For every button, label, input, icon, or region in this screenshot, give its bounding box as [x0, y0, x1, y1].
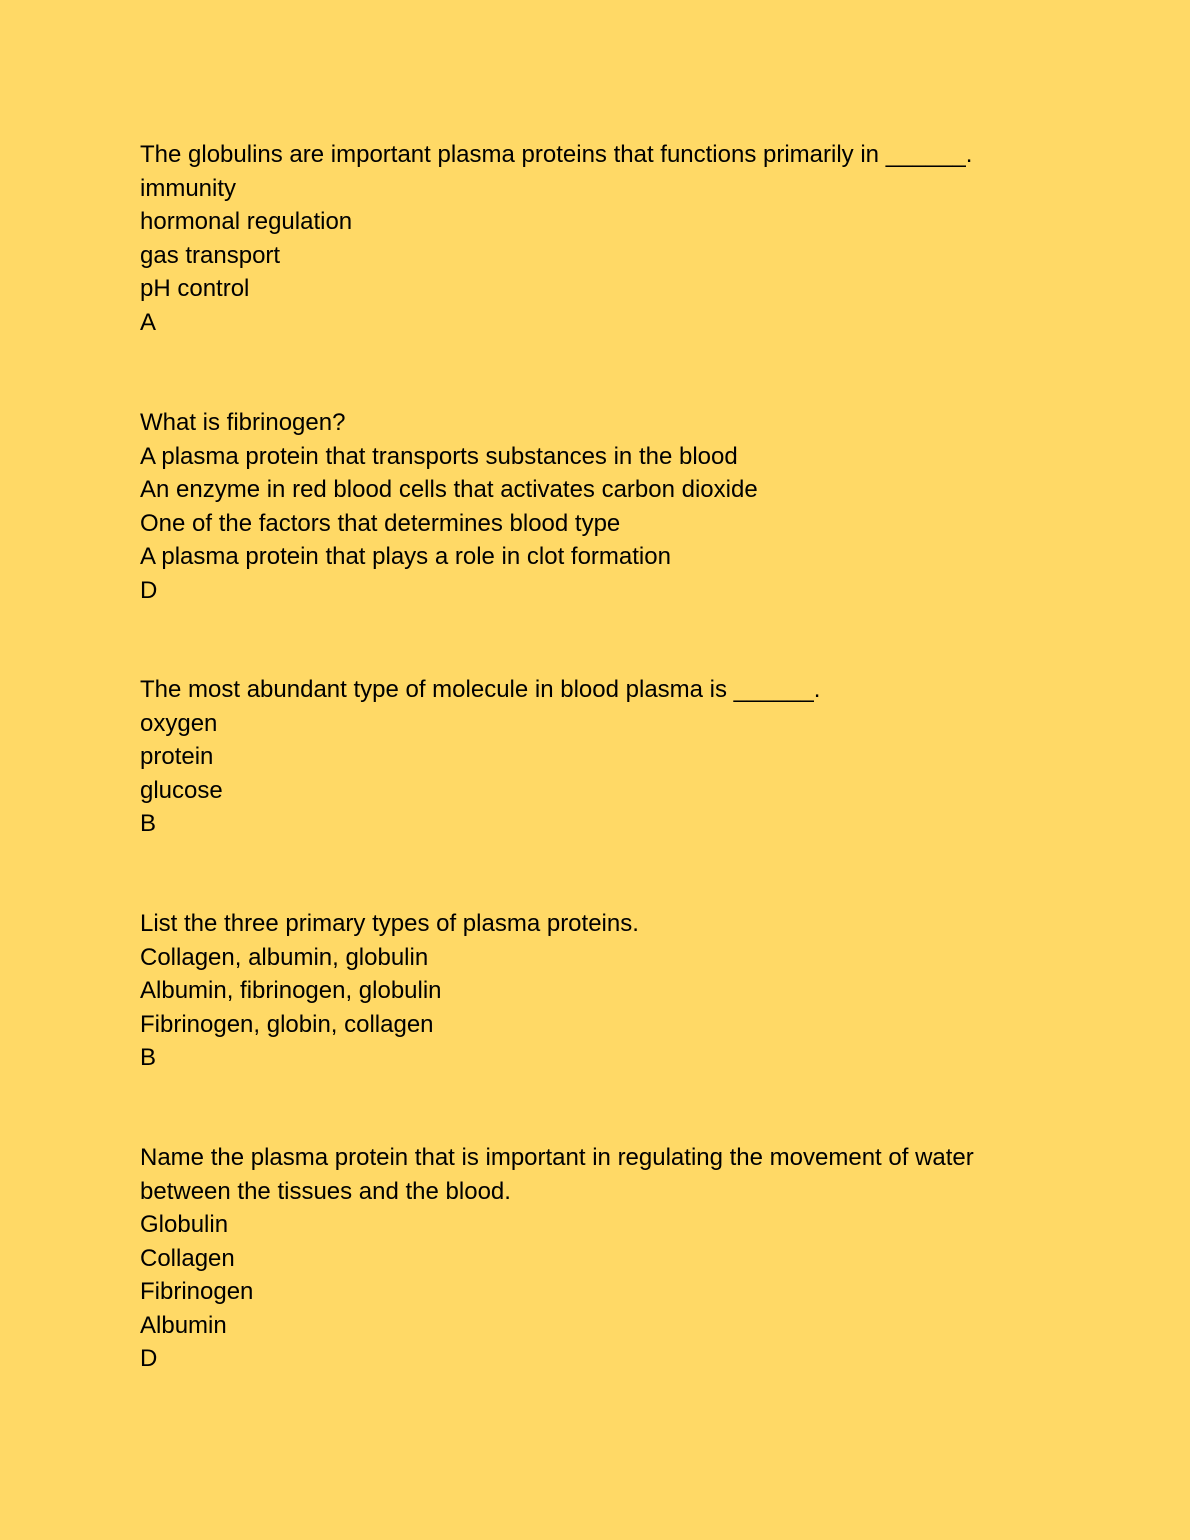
answer-option: One of the factors that determines blood type [140, 509, 621, 537]
answer-option: Albumin, fibrinogen, globulin [140, 977, 442, 1004]
correct-answer: D [140, 1345, 158, 1372]
answer-option: Albumin [140, 1311, 227, 1339]
answer-option: Collagen [140, 1244, 235, 1272]
answer-option: pH control [140, 275, 250, 302]
question-block [140, 1141, 1040, 1376]
answer-option: gas transport [140, 241, 281, 269]
question-block [140, 138, 1040, 339]
answer-option: Fibrinogen [140, 1278, 254, 1305]
question-prompt: The globulins are important plasma proteins that functions primarily in ______. [140, 141, 973, 168]
answer-option: Fibrinogen, globin, collagen [140, 1010, 434, 1038]
question-prompt: The most abundant type of molecule in blood plasma is ______. [140, 676, 821, 703]
answer-option: immunity [140, 174, 237, 202]
correct-answer: B [140, 810, 157, 837]
answer-option: protein [140, 743, 214, 770]
correct-answer: A [140, 308, 157, 336]
question-block [140, 406, 1040, 607]
question-prompt-continued: between the tissues and the blood. [140, 1177, 511, 1205]
question-block [140, 907, 1040, 1075]
answer-option: A plasma protein that plays a role in clot formation [140, 543, 671, 570]
question-block [140, 673, 1040, 841]
answer-option: Globulin [140, 1211, 229, 1238]
answer-option: hormonal regulation [140, 208, 353, 235]
answer-option: An enzyme in red blood cells that activates carbon dioxide [140, 476, 758, 503]
correct-answer: B [140, 1044, 157, 1071]
answer-option: Collagen, albumin, globulin [140, 943, 429, 971]
correct-answer: D [140, 576, 158, 604]
question-prompt: List the three primary types of plasma proteins. [140, 910, 639, 937]
answer-option: oxygen [140, 709, 218, 737]
question-prompt: What is fibrinogen? [140, 409, 346, 436]
answer-option: A plasma protein that transports substances in the blood [140, 442, 738, 470]
question-prompt: Name the plasma protein that is important in regulating the movement of water [140, 1144, 974, 1171]
answer-option: glucose [140, 776, 223, 804]
